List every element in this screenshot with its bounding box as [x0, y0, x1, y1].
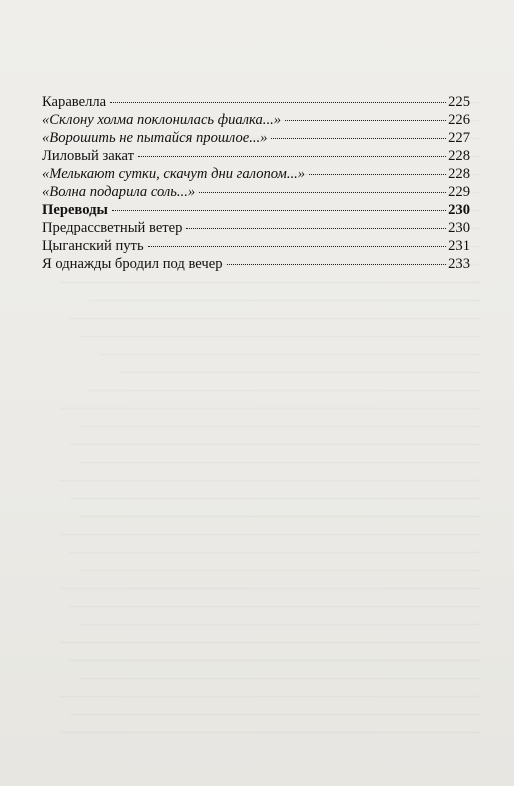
toc-entry-title: Цыганский путь: [42, 238, 144, 254]
toc-entry: [42, 129, 470, 147]
dot-leader: [285, 120, 446, 121]
toc-entry-title: Переводы: [42, 202, 108, 218]
dot-leader: [199, 192, 446, 193]
toc-entry: [42, 165, 470, 183]
toc-entry-page: 228: [448, 166, 470, 182]
dot-leader: [110, 102, 446, 103]
toc-entry-title: Я однажды бродил под вечер: [42, 256, 223, 272]
toc-entry-page: 233: [448, 256, 470, 272]
dot-leader: [271, 138, 446, 139]
toc-entry-title: «Мелькают сутки, скачут дни галопом...»: [42, 166, 306, 182]
toc-entry-title: Предрассветный ветер: [42, 220, 183, 236]
toc-entry-page: 228: [448, 148, 470, 164]
dot-leader: [112, 210, 446, 211]
toc-entry: [42, 237, 470, 255]
dot-leader: [138, 156, 446, 157]
toc-entry-title: Лиловый закат: [42, 148, 135, 164]
toc-entry-page: 229: [448, 184, 470, 200]
dot-leader: [148, 246, 446, 247]
toc-entry: [42, 111, 470, 129]
toc-entry: [42, 183, 470, 201]
toc-entry-page: 231: [448, 238, 470, 254]
toc-entry-page: 226: [448, 112, 470, 128]
toc-entry-title: «Склону холма поклонилась фиалка...»: [42, 112, 282, 128]
toc-entry: [42, 219, 470, 237]
toc-entry-page: 227: [448, 130, 470, 146]
dot-leader: [227, 264, 447, 265]
toc-entry-page: 230: [448, 220, 470, 236]
toc-entry: [42, 93, 470, 111]
toc-entry-title: Каравелла: [42, 94, 107, 110]
toc-entry-title: «Ворошить не пытайся прошлое...»: [42, 130, 268, 146]
dot-leader: [186, 228, 446, 229]
toc-entry-page: 225: [448, 94, 470, 110]
toc-entry-title: «Волна подарила соль...»: [42, 184, 196, 200]
toc-entry-page: 230: [448, 202, 470, 218]
table-of-contents: [42, 93, 470, 273]
toc-entry: [42, 147, 470, 165]
toc-entry: [42, 255, 470, 273]
toc-section-heading: [42, 201, 470, 219]
dot-leader: [309, 174, 446, 175]
